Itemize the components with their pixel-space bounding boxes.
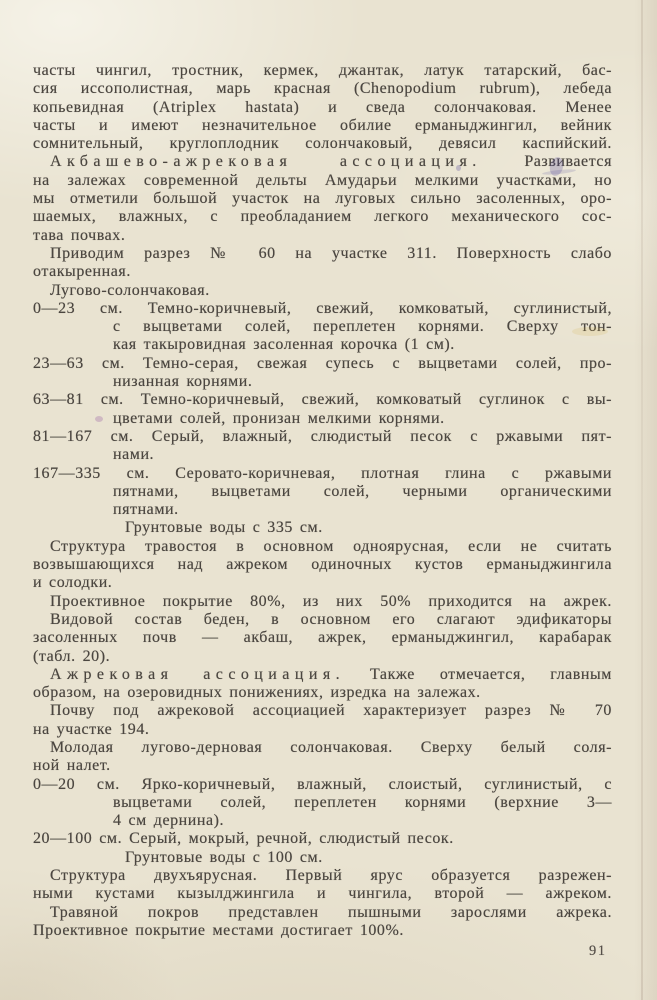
text-line: 0—20 см. Ярко-коричневый, влажный, слоистый, суглинистый, с xyxy=(33,775,612,793)
text-line: на залежах современной дельты Амударьи мелкими участками, но xyxy=(33,171,612,189)
text-line: Лугово-солончаковая. xyxy=(50,281,210,299)
text-line: 167—335 см. Серовато-коричневая, плотная глина с ржавыми xyxy=(33,464,612,482)
text-line: часты чингил, тростник, кермек, джантак, латук татарский, бас- xyxy=(33,62,612,79)
text-line: сомнительный, круглоплодник солончаковый, девясил каспийский. xyxy=(33,135,612,153)
text-line: выцветами солей, переплетен корнями (верхние 3— xyxy=(113,793,612,811)
text-line: 81—167 см. Серый, влажный, слюдистый песок с ржавыми пят- xyxy=(33,427,612,445)
text-line: Приводим разрез № 60 на участке 311. Поверхность слабо xyxy=(50,244,612,262)
text-line: 63—81 см. Темно-коричневый, свежий, комковатый суглинок с вы- xyxy=(33,391,612,409)
heading-rest: Также отмечается, главным xyxy=(370,665,612,683)
text-line: 20—100 см. Серый, мокрый, речной, слюдистый песок. xyxy=(33,830,454,848)
association-heading: Ажрековая ассоциация. xyxy=(50,665,346,683)
text-line: засоленных почв — акбаш, ажрек, ерманыджингил, карабарак xyxy=(33,629,612,647)
text-line: Видовой состав беден, в основном его слагают эдификаторы xyxy=(50,610,612,628)
text-line: возвышающихся над ажреком одиночных кустов ерманыджингила xyxy=(33,556,612,574)
text-line: Травяной покров представлен пышными зарослями ажрека. xyxy=(50,903,612,921)
text-line: 23—63 см. Темно-серая, свежая супесь с выцветами солей, про- xyxy=(33,354,612,372)
text-line: шаемых, влажных, с преобладанием легкого механического сос- xyxy=(33,208,612,226)
scan-crease xyxy=(641,0,643,1000)
association-heading: Акбашево-ажрековая ассоциация. xyxy=(50,153,482,171)
text-line: 0—23 см. Темно-коричневый, свежий, комковатый, суглинистый, xyxy=(33,299,612,317)
text-line: сия иссополистная, марь красная (Chenopodium rubrum), лебеда xyxy=(33,80,612,98)
text-line: Молодая лугово-дерновая солончаковая. Сверху белый соля- xyxy=(50,738,612,756)
text-line: ными кустами кызылджингила и чингила, второй — ажреком. xyxy=(33,885,612,903)
association-heading-line xyxy=(33,153,612,171)
text-line: Грунтовые воды с 335 см. xyxy=(125,519,323,537)
text-line: Проективное покрытие местами достигает 100%. xyxy=(33,921,404,939)
text-line: цветами солей, пронизан мелкими корнями. xyxy=(113,409,445,427)
page-text xyxy=(33,62,612,940)
text-line: мы отметили большой участок на луговых сильно засоленных, оро- xyxy=(33,190,612,208)
text-line: ной налет. xyxy=(33,757,111,775)
text-line: Структура травостоя в основном одноярусная, если не считать xyxy=(50,537,612,555)
text-line: отакыренная. xyxy=(33,263,131,281)
text-line: и солодки. xyxy=(33,574,113,592)
text-line: Структура двухъярусная. Первый ярус образуется разрежен- xyxy=(50,867,612,885)
text-line: Проективное покрытие 80%, из них 50% приходится на ажрек. xyxy=(50,592,612,610)
text-line: копьевидная (Atriplex hastata) и сведа солончаковая. Менее xyxy=(33,98,612,116)
text-line: пятнами, выцветами солей, черными органическими xyxy=(113,482,612,500)
text-line: нами. xyxy=(113,446,155,464)
text-line: часты и имеют незначительное обилие ерманыджингил, вейник xyxy=(33,116,612,134)
text-line: кая такыровидная засоленная корочка (1 см). xyxy=(113,336,455,354)
text-line: с выцветами солей, переплетен корнями. Сверху тон- xyxy=(113,318,612,336)
text-line: пятнами. xyxy=(113,501,179,519)
association-heading-line xyxy=(33,666,612,684)
text-line: на участке 194. xyxy=(33,720,150,738)
text-line: (табл. 20). xyxy=(33,647,111,665)
heading-rest: Развивается xyxy=(524,153,612,171)
text-line: образом, на озеровидных понижениях, изредка на залежах. xyxy=(33,684,481,702)
text-line: Почву под ажрековой ассоциацией характеризует разрез № 70 xyxy=(50,702,612,720)
text-line: 4 см дернина). xyxy=(113,812,225,830)
page-number: 91 xyxy=(589,943,607,959)
text-line: тава почвах. xyxy=(33,226,126,244)
text-line: низанная корнями. xyxy=(113,373,253,391)
text-line: Грунтовые воды с 100 см. xyxy=(125,848,323,866)
